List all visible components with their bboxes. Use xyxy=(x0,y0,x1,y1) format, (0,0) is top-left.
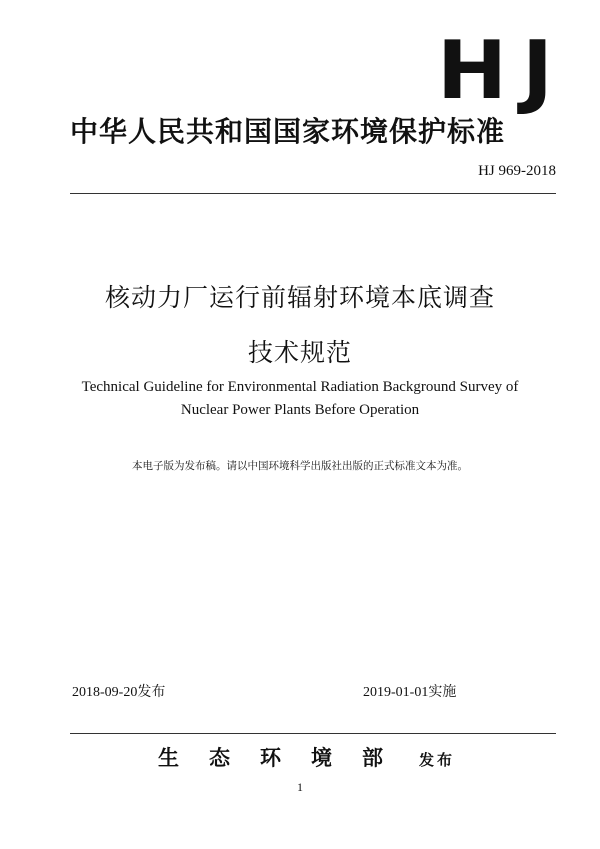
edition-note: 本电子版为发布稿。请以中国环境科学出版社出版的正式标准文本为准。 xyxy=(132,460,468,472)
publisher xyxy=(158,742,455,772)
issue-date: 2018-09-20发布 xyxy=(72,685,166,700)
title-chinese-line2: 技术规范 xyxy=(247,338,352,367)
publisher-name: 生态环境部 xyxy=(158,746,413,770)
title-english-line2: Nuclear Power Plants Before Operation xyxy=(180,402,420,418)
title-english-line1: Technical Guideline for Environmental Radiation Background Survey of xyxy=(81,379,519,395)
standard-code: HJ 969-2018 xyxy=(478,163,556,179)
implement-date: 2019-01-01实施 xyxy=(363,685,457,700)
publisher-suffix: 发布 xyxy=(419,751,456,769)
page-number: 1 xyxy=(297,780,303,794)
bottom-divider xyxy=(70,733,556,734)
title-chinese-line1: 核动力厂运行前辐射环境本底调查 xyxy=(104,283,495,312)
top-divider xyxy=(70,193,556,194)
standard-type: 中华人民共和国国家环境保护标准 xyxy=(70,115,506,148)
hj-logo: HJ xyxy=(436,24,568,117)
